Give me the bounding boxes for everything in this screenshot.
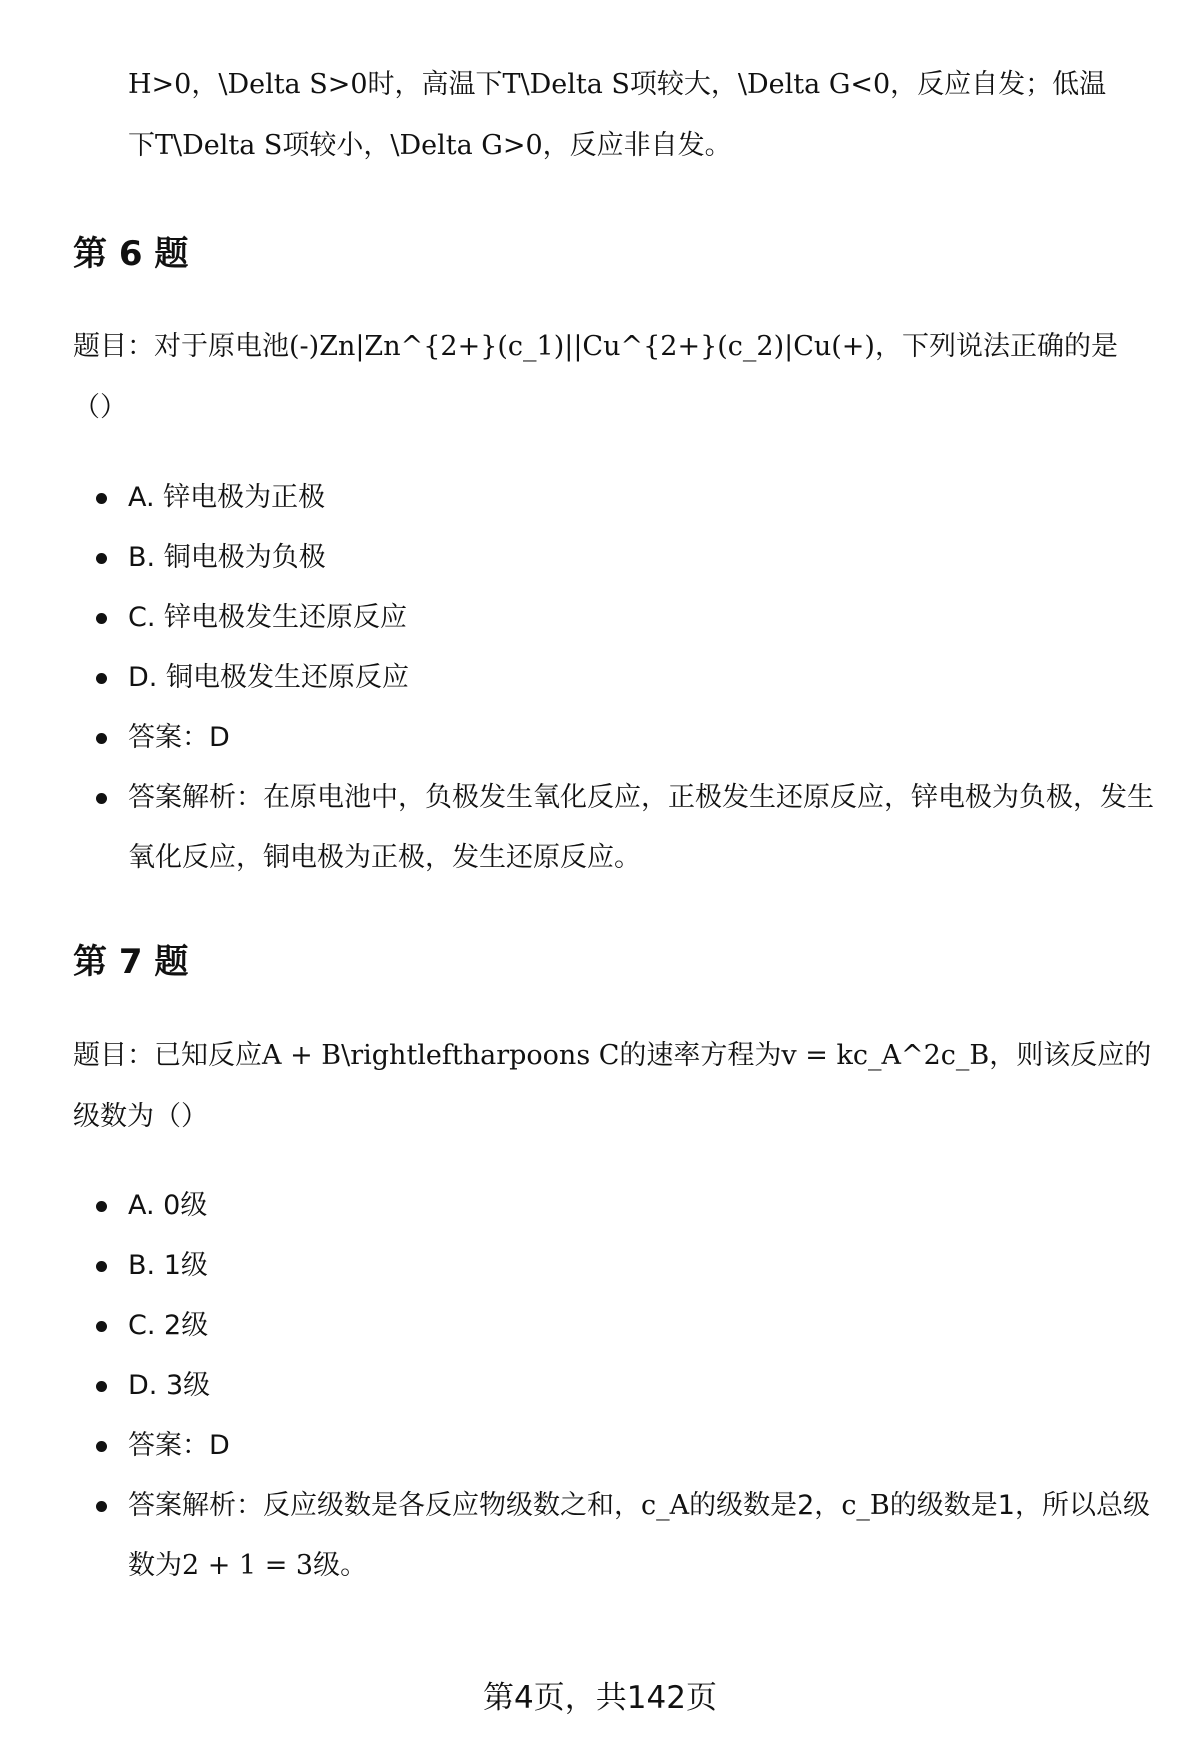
list-item	[0, 588, 1158, 648]
explanation-continuation	[128, 54, 1158, 176]
bullet-icon	[96, 1261, 107, 1272]
list-item	[0, 1356, 1158, 1416]
stem-text: 题目：对于原电池	[73, 331, 289, 362]
list-item	[0, 528, 1158, 588]
question-6-options	[0, 468, 1200, 888]
list-item	[0, 648, 1158, 708]
answer-text: 答案：D	[128, 1430, 230, 1461]
bullet-icon	[96, 553, 107, 564]
option-text: B. 铜电极为负极	[128, 542, 326, 573]
bullet-icon	[96, 1441, 107, 1452]
bullet-icon	[96, 793, 107, 804]
option-text: C. 锌电极发生还原反应	[128, 602, 408, 633]
option-text: C. 2级	[128, 1310, 209, 1341]
stem-text: ，则该反应的级数为（）	[73, 1040, 1152, 1132]
bullet-icon	[96, 673, 107, 684]
question-7-options	[0, 1176, 1200, 1596]
option-text: A. 锌电极为正极	[128, 482, 326, 513]
question-6-stem	[73, 316, 1153, 438]
continuation-line-1	[128, 54, 1158, 115]
question-7-heading: 第 7 题	[73, 942, 189, 982]
stem-text: 题目：已知反应	[73, 1040, 262, 1071]
continuation-line-2	[128, 115, 1158, 176]
explanation-text: 级。	[313, 1550, 368, 1581]
question-7-stem	[73, 1025, 1153, 1147]
option-text: A. 0级	[128, 1190, 208, 1221]
explanation-text: 的级数是1，所以总级数为	[128, 1490, 1150, 1581]
answer-text: 答案：D	[128, 722, 230, 753]
stem-text: 的速率方程为	[619, 1040, 782, 1071]
page-number: 第4页，共142页	[483, 1680, 717, 1716]
math-inline: H>0，\Delta S>0时，高温下T\Delta S项较大，\Delta G<0，	[128, 69, 918, 100]
math-inline: 2 + 1 = 3	[182, 1550, 314, 1581]
math-inline: c_A	[641, 1490, 690, 1521]
explanation-item	[0, 1476, 1158, 1596]
continuation-text: 反应非自发。	[569, 130, 732, 161]
bullet-icon	[96, 613, 107, 624]
math-inline: (-)Zn|Zn^{2+}(c_1)||Cu^{2+}(c_2)|Cu(+)	[289, 331, 875, 362]
bullet-icon	[96, 733, 107, 744]
math-inline: v = kc_A^2c_B	[781, 1040, 990, 1071]
option-text: D. 铜电极发生还原反应	[128, 662, 409, 693]
list-item	[0, 1236, 1158, 1296]
bullet-icon	[96, 1321, 107, 1332]
math-inline: c_B	[841, 1490, 890, 1521]
question-6-heading: 第 6 题	[73, 234, 189, 274]
stem-text: ，下列说法正确的是（）	[73, 331, 1118, 423]
bullet-icon	[96, 1201, 107, 1212]
explanation-text: 的级数是2，	[689, 1490, 842, 1521]
math-inline: 下T\Delta S项较小，\Delta G>0，	[128, 130, 570, 161]
bullet-icon	[96, 1381, 107, 1392]
list-item	[0, 1176, 1158, 1236]
math-inline: A + B\rightleftharpoons C	[262, 1040, 620, 1071]
answer-item	[0, 708, 1158, 768]
explanation-text: 答案解析：在原电池中，负极发生氧化反应，正极发生还原反应，锌电极为负极，发生氧化反应，铜电极为正极，发生还原反应。	[128, 782, 1154, 873]
option-text: D. 3级	[128, 1370, 211, 1401]
explanation-text: 答案解析：反应级数是各反应物级数之和，	[128, 1490, 641, 1521]
option-text: B. 1级	[128, 1250, 208, 1281]
list-item	[0, 1296, 1158, 1356]
bullet-icon	[96, 493, 107, 504]
answer-item	[0, 1416, 1158, 1476]
bullet-icon	[96, 1501, 107, 1512]
continuation-text: 反应自发；低温	[917, 69, 1107, 100]
explanation-item	[0, 768, 1158, 888]
list-item	[0, 468, 1158, 528]
